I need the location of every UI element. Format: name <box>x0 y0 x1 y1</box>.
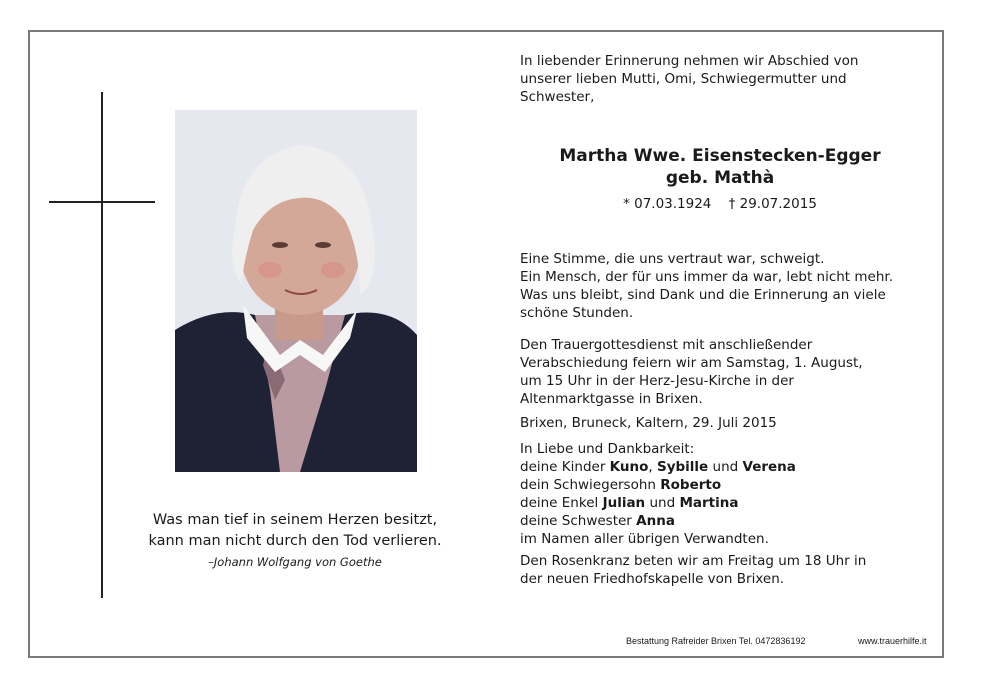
funeral-service-info <box>520 336 915 408</box>
service-line-3: um 15 Uhr in der Herz-Jesu-Kirche in der <box>520 373 794 389</box>
intro-text <box>520 52 915 106</box>
family-line-children: deine Kinder Kuno, Sybille und Verena <box>520 459 796 475</box>
family-line-sister: deine Schwester Anna <box>520 513 675 529</box>
family-line-son-in-law: dein Schwiegersohn Roberto <box>520 477 722 493</box>
website-link[interactable]: www.trauerhilfe.it <box>858 636 927 646</box>
undertaker-contact: Bestattung Rafreider Brixen Tel. 0472836192 <box>626 636 806 646</box>
intro-line-1: In liebender Erinnerung nehmen wir Abschied von <box>520 53 859 69</box>
birth-date: * 07.03.1924 <box>623 196 712 212</box>
rosary-line-1: Den Rosenkranz beten wir am Freitag um 18 Uhr in <box>520 553 867 569</box>
service-line-4: Altenmarktgasse in Brixen. <box>520 391 703 407</box>
name-line-2: geb. Mathà <box>665 168 775 188</box>
intro-line-2: unserer lieben Mutti, Omi, Schwiegermutter und <box>520 71 847 87</box>
service-line-2: Verabschiedung feiern wir am Samstag, 1. August, <box>520 355 863 371</box>
poem-line-1: Eine Stimme, die uns vertraut war, schweigt. <box>520 251 825 267</box>
poem-line-4: schöne Stunden. <box>520 305 634 321</box>
death-date: † 29.07.2015 <box>728 196 817 212</box>
family-list <box>520 440 915 548</box>
cross-horizontal-bar <box>49 201 155 203</box>
family-line-relatives: im Namen aller übrigen Verwandten. <box>520 531 769 547</box>
quote-line-1: Was man tief in seinem Herzen besitzt, <box>152 512 438 528</box>
place-and-date: Brixen, Bruneck, Kaltern, 29. Juli 2015 <box>520 415 777 431</box>
deceased-name <box>520 145 920 189</box>
portrait-photo <box>175 110 417 472</box>
quote-line-2: kann man nicht durch den Tod verlieren. <box>148 533 442 549</box>
family-line-grandchildren: deine Enkel Julian und Martina <box>520 495 739 511</box>
family-line-1: In Liebe und Dankbarkeit: <box>520 441 695 457</box>
poem-line-2: Ein Mensch, der für uns immer da war, lebt nicht mehr. <box>520 269 894 285</box>
rosary-info <box>520 552 915 588</box>
cross-vertical-bar <box>101 92 103 598</box>
name-line-1: Martha Wwe. Eisenstecken-Egger <box>559 146 881 166</box>
life-dates <box>520 196 920 212</box>
intro-line-3: Schwester, <box>520 89 595 105</box>
service-line-1: Den Trauergottesdienst mit anschließender <box>520 337 813 353</box>
goethe-quote <box>120 510 470 552</box>
memorial-poem <box>520 250 915 322</box>
rosary-line-2: der neuen Friedhofskapelle von Brixen. <box>520 571 785 587</box>
quote-author: –Johann Wolfgang von Goethe <box>208 555 382 569</box>
poem-line-3: Was uns bleibt, sind Dank und die Erinnerung an viele <box>520 287 886 303</box>
